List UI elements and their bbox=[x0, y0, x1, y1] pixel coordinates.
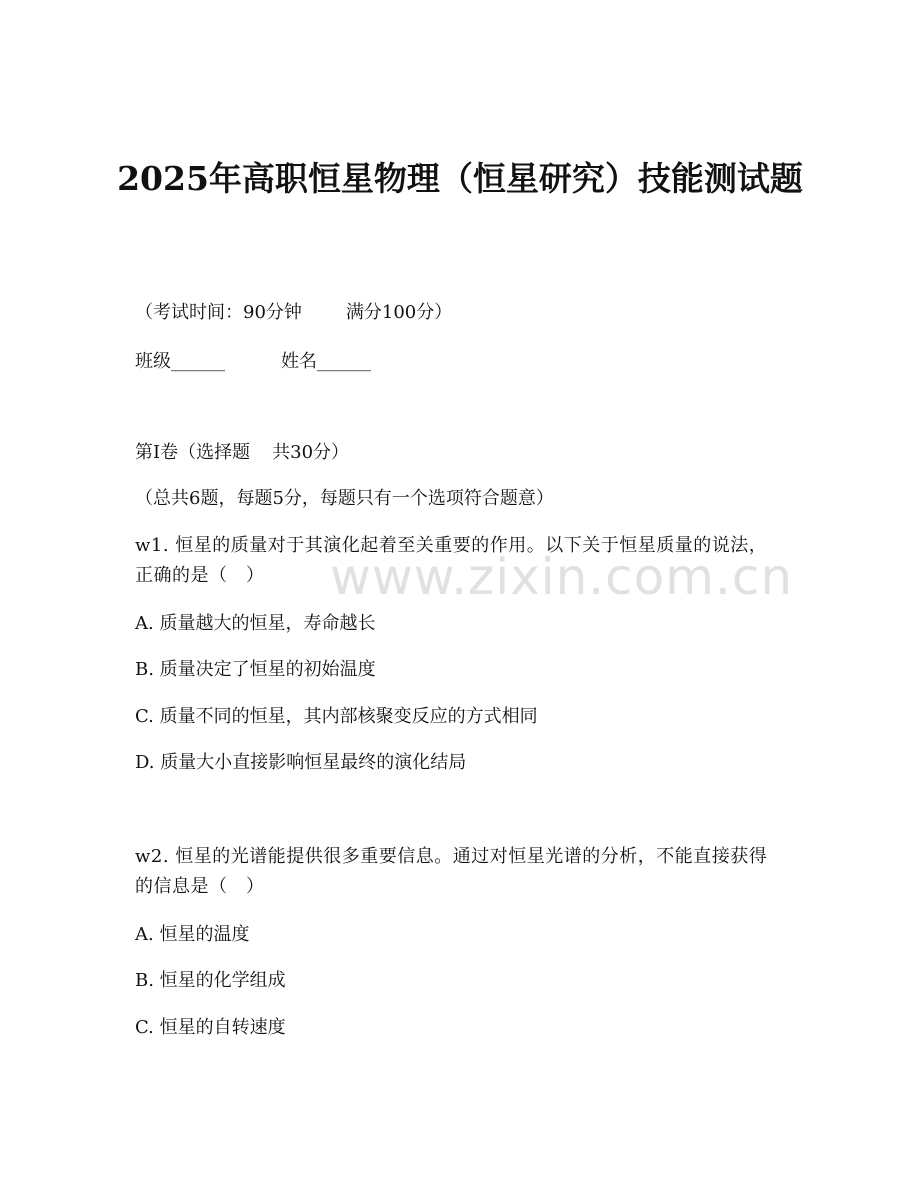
name-field: 姓名______ bbox=[281, 351, 371, 372]
class-field: 班级______ bbox=[135, 351, 225, 372]
section-title: 第Ⅰ卷（选择题 bbox=[135, 442, 251, 463]
section-heading bbox=[135, 442, 349, 464]
watermark-text: www.zixin.com.cn bbox=[330, 548, 794, 606]
q2-option-b: B. 恒星的化学组成 bbox=[135, 970, 286, 991]
student-info bbox=[135, 351, 371, 373]
q1-option-d: D. 质量大小直接影响恒星最终的演化结局 bbox=[135, 752, 467, 773]
page-title: 2025年高职恒星物理（恒星研究）技能测试题 bbox=[117, 159, 803, 198]
exam-info bbox=[135, 302, 452, 324]
q1-option-a: A. 质量越大的恒星，寿命越长 bbox=[135, 613, 376, 634]
q1-option-c: C. 质量不同的恒星，其内部核聚变反应的方式相同 bbox=[135, 706, 538, 727]
section-total: 共30分） bbox=[272, 442, 350, 463]
question-stem-1: w1. 恒星的质量对于其演化起着至关重要的作用。以下关于恒星质量的说法，正确的是（ ） bbox=[135, 535, 768, 586]
full-score: 满分100分） bbox=[345, 302, 453, 323]
question-stem-2: w2. 恒星的光谱能提供很多重要信息。通过对恒星光谱的分析，不能直接获得的信息是（ ） bbox=[135, 846, 768, 897]
q1-option-b: B. 质量决定了恒星的初始温度 bbox=[135, 659, 376, 680]
q2-option-c: C. 恒星的自转速度 bbox=[135, 1017, 286, 1038]
exam-time: （考试时间：90分钟 bbox=[135, 302, 302, 323]
q2-option-a: A. 恒星的温度 bbox=[135, 924, 250, 945]
section-note: （总共6题，每题5分，每题只有一个选项符合题意） bbox=[135, 488, 554, 509]
